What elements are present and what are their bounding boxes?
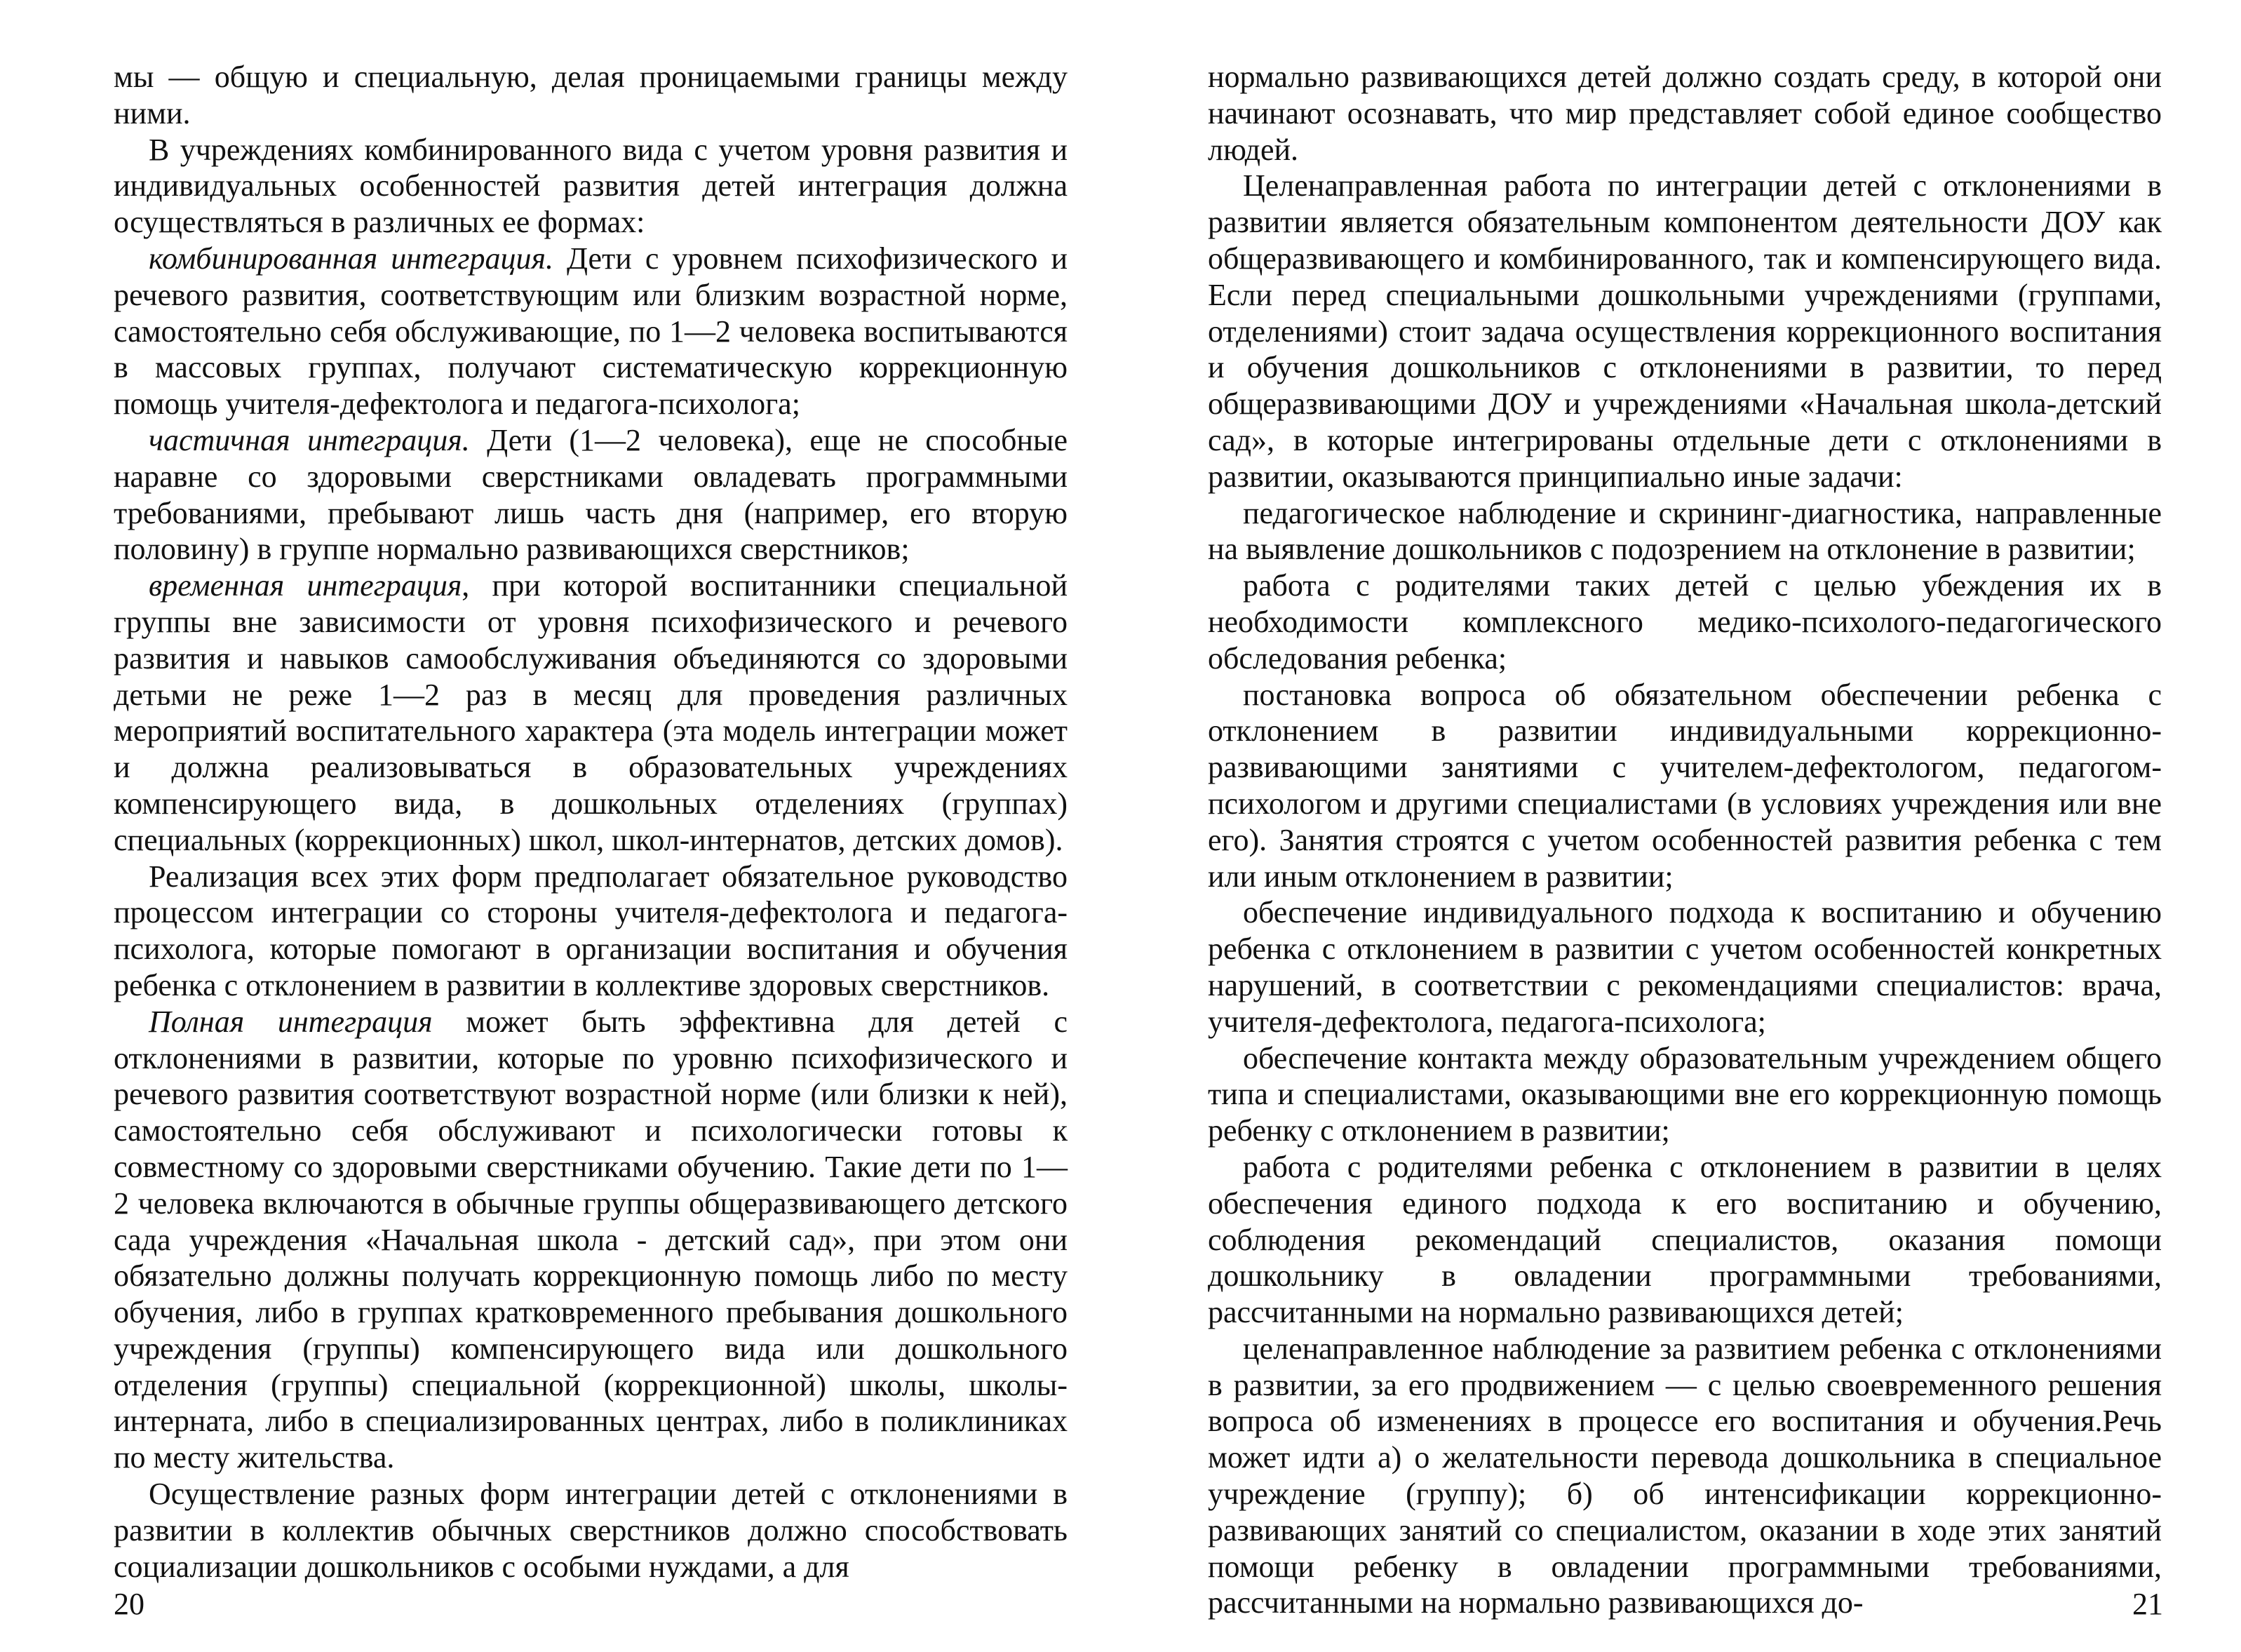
left-paragraph-6: Реализация всех этих форм предполагает обязательное руководство процессом интеграции со стороны учителя-дефектолога и педагога-психолога, которые помогают в организации воспитания и обучения ребенка с отклонением в развитии в коллективе здоровых сверстников. xyxy=(114,859,1068,1002)
left-paragraph-1: мы — общую и специальную, делая проницаемыми границы между ними. xyxy=(114,60,1068,130)
right-page xyxy=(1208,59,2162,1621)
term-partial-integration: частичная интеграция. xyxy=(149,422,470,457)
left-paragraph-2: В учреждениях комбинированного вида с учетом уровня развития и индивидуальных особенностей развития детей интеграция должна осуществляться в различных ее формах: xyxy=(114,132,1068,240)
right-list-item-3: постановка вопроса об обязательном обеспечении ребенка с отклонением в развитии индивидуальными коррекционно-развивающими занятиями с учителем-дефектологом, педагогом-психологом и другими специалистами (в условиях учреждения или вне его). Занятия строятся с учетом особенностей развития ребенка с тем или иным отклонением в развитии; xyxy=(1208,677,2162,894)
right-list-item-1: педагогическое наблюдение и скрининг-диагностика, направленные на выявление дошкольников с подозрением на отклонение в развитии; xyxy=(1208,495,2162,567)
right-list-item-2: работа с родителями таких детей с целью убеждения их в необходимости комплексного медико-психолого-педагогического обследования ребенка; xyxy=(1208,568,2162,676)
left-paragraph-5 xyxy=(114,568,1068,858)
left-paragraph-5-body: , при которой воспитанники специальной группы вне зависимости от уровня психофизического и речевого развития и навыков самообслуживания объединяются со здоровыми детьми не реже 1—2 раз в месяц для проведения различных мероприятий воспитательного характера (эта модель интеграции может и должна реализовываться в образовательных учреждениях компенсирующего вида, в дошкольных отделениях (группах) специальных (коррекционных) школ, школ-интернатов, детских домов). xyxy=(114,568,1068,857)
right-list-item-5: обеспечение контакта между образовательным учреждением общего типа и специалистами, оказывающими вне его коррекционную помощь ребенку с отклонением в развитии; xyxy=(1208,1040,2162,1148)
right-list-item-7: целенаправленное наблюдение за развитием ребенка с отклонениями в развитии, за его продвижением — с целью своевременного решения вопроса об изменениях в процессе его воспитания и обучения.Речь может идти а) о желательности перевода дошкольника в специальное учреждение (группу); б) об интенсификации коррекционно-развивающих занятий со специалистом, оказании в ходе этих занятий помощи ребенку в овладении программными требованиями, рассчитанными на нормально развивающихся до- xyxy=(1208,1331,2162,1620)
page-number-left: 20 xyxy=(114,1587,144,1621)
page-number-right: 21 xyxy=(2132,1587,2163,1621)
left-page xyxy=(114,59,1068,1585)
left-paragraph-4 xyxy=(114,422,1068,568)
left-paragraph-7-body: может быть эффективна для детей с отклонениями в развитии, которые по уровню психофизического и речевого развития соответствуют возрастной норме (или близки к ней), самостоятельно себя обслуживают и психологически готовы к совместному со здоровыми сверстниками обучению. Такие дети по 1—2 человека включаются в обычные группы общеразвивающего детского сада учреждения «Начальная школа - детский сад», при этом они обязательно должны получать коррекционную помощь либо по месту обучения, либо в группах кратковременного пребывания дошкольного учреждения (группы) компенсирующего вида или дошкольного отделения (группы) специальной (коррекционной) школы, школы-интерната, либо в специализированных центрах, либо в поликлиниках по месту жительства. xyxy=(114,1004,1068,1475)
right-list-item-4: обеспечение индивидуального подхода к воспитанию и обучению ребенка с отклонением в развитии с учетом особенностей конкретных нарушений, в соответствии с рекомендациями специалистов: врача, учителя-дефектолога, педагога-психолога; xyxy=(1208,895,2162,1039)
left-paragraph-4-body: Дети (1—2 человека), еще не способные наравне со здоровыми сверстниками овладевать программными требованиями, пребывают лишь часть дня (например, его вторую половину) в группе нормально развивающихся сверстников; xyxy=(114,422,1068,567)
right-paragraph-2: Целенаправленная работа по интеграции детей с отклонениями в развитии является обязательным компонентом деятельности ДОУ как общеразвивающего и комбинированного, так и компенсирующего вида. Если перед специальными дошкольными учреждениями (группами, отделениями) стоит задача осуществления коррекционного воспитания и обучения дошкольников с отклонениями в развитии, то перед общеразвивающими ДОУ и учреждениями «Начальная школа-детский сад», в которые интегрированы отдельные дети с отклонениями в развитии, оказываются принципиально иные задачи: xyxy=(1208,168,2162,494)
right-paragraph-1: нормально развивающихся детей должно создать среду, в которой они начинают осознавать, что мир представляет собой единое сообщество людей. xyxy=(1208,60,2162,167)
left-paragraph-8: Осуществление разных форм интеграции детей с отклонениями в развитии в коллектив обычных сверстников должно способствовать социализации дошкольников с особыми нуждами, а для xyxy=(114,1477,1068,1584)
term-combined-integration: комбинированная интеграция. xyxy=(149,241,553,276)
term-temporary-integration: временная интеграция xyxy=(149,568,462,603)
term-full-integration: Полная интеграция xyxy=(149,1004,433,1039)
right-list-item-6: работа с родителями ребенка с отклонением в развитии в целях обеспечения единого подхода к его воспитанию и обучению, соблюдения рекомендаций специалистов, оказания помощи дошкольнику в овладении программными требованиями, рассчитанными на нормально развивающихся детей; xyxy=(1208,1149,2162,1330)
left-paragraph-3 xyxy=(114,241,1068,422)
left-paragraph-3-body: Дети с уровнем психофизического и речевого развития, соответствующим или близким возрастной норме, самостоятельно себя обслуживающие, по 1—2 человека воспитываются в массовых группах, получают систематическую коррекционную помощь учителя-дефектолога и педагога-психолога; xyxy=(114,241,1068,422)
left-paragraph-7 xyxy=(114,1004,1068,1476)
